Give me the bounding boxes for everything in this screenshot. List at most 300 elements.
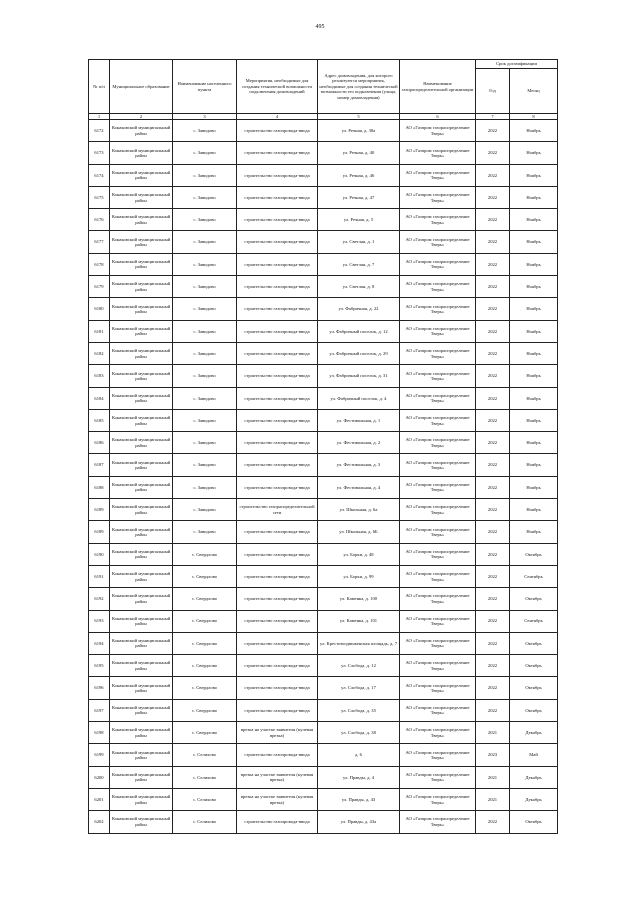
- organization-cell: АО «Газпром газораспределение Тверь»: [400, 543, 476, 565]
- month-cell: Декабрь: [510, 766, 558, 788]
- address-cell: ул. Фестивальная, д. 1: [318, 409, 400, 431]
- organization-cell: АО «Газпром газораспределение Тверь»: [400, 186, 476, 208]
- municipality-cell: Конаковский муниципальный район: [110, 610, 173, 632]
- year-cell: 2022: [476, 699, 510, 721]
- settlement-cell: с. Свердлово: [173, 588, 237, 610]
- month-cell: Октябрь: [510, 699, 558, 721]
- header-address: Адрес домовладения, для которого реализуются мероприятия, необходимые для создания технической возможности его подключения (улица, номер домовладения): [318, 60, 400, 114]
- table-row: [89, 655, 558, 677]
- row-number: 6200: [89, 766, 110, 788]
- settlement-cell: с. Селихово: [173, 766, 237, 788]
- organization-cell: АО «Газпром газораспределение Тверь»: [400, 699, 476, 721]
- settlement-cell: с. Завидово: [173, 409, 237, 431]
- year-cell: 2022: [476, 320, 510, 342]
- municipality-cell: Конаковский муниципальный район: [110, 565, 173, 587]
- organization-cell: АО «Газпром газораспределение Тверь»: [400, 655, 476, 677]
- table-row: [89, 298, 558, 320]
- address-cell: ул. Каменка, д. 100: [318, 588, 400, 610]
- address-cell: ул. Борки, д. 99: [318, 565, 400, 587]
- organization-cell: АО «Газпром газораспределение Тверь»: [400, 409, 476, 431]
- address-cell: ул. Речная, д. 46: [318, 164, 400, 186]
- settlement-cell: с. Селихово: [173, 788, 237, 810]
- organization-cell: АО «Газпром газораспределение Тверь»: [400, 231, 476, 253]
- organization-cell: АО «Газпром газораспределение Тверь»: [400, 276, 476, 298]
- settlement-cell: с. Свердлово: [173, 655, 237, 677]
- table-row: [89, 209, 558, 231]
- table-row: [89, 320, 558, 342]
- row-number: 6175: [89, 186, 110, 208]
- settlement-cell: с. Свердлово: [173, 632, 237, 654]
- month-cell: Декабрь: [510, 722, 558, 744]
- organization-cell: АО «Газпром газораспределение Тверь»: [400, 320, 476, 342]
- table-row: [89, 253, 558, 275]
- organization-cell: АО «Газпром газораспределение Тверь»: [400, 298, 476, 320]
- year-cell: 2021: [476, 722, 510, 744]
- settlement-cell: с. Завидово: [173, 320, 237, 342]
- organization-cell: АО «Газпром газораспределение Тверь»: [400, 476, 476, 498]
- year-cell: 2022: [476, 387, 510, 409]
- address-cell: ул. Светлая, д. 8: [318, 276, 400, 298]
- address-cell: ул. Слобода, д. 38: [318, 722, 400, 744]
- gasification-table: [88, 59, 558, 834]
- activity-cell: строительство газопровода-ввода: [237, 521, 318, 543]
- year-cell: 2023: [476, 744, 510, 766]
- settlement-cell: с. Завидово: [173, 209, 237, 231]
- row-number: 6202: [89, 811, 110, 833]
- activity-cell: строительство газопровода-ввода: [237, 588, 318, 610]
- row-number: 6187: [89, 454, 110, 476]
- organization-cell: АО «Газпром газораспределение Тверь»: [400, 588, 476, 610]
- settlement-cell: с. Завидово: [173, 499, 237, 521]
- settlement-cell: с. Свердлово: [173, 677, 237, 699]
- municipality-cell: Конаковский муниципальный район: [110, 632, 173, 654]
- municipality-cell: Конаковский муниципальный район: [110, 365, 173, 387]
- month-cell: Ноябрь: [510, 365, 558, 387]
- row-number: 6182: [89, 342, 110, 364]
- address-cell: ул. Речная, д. 38а: [318, 120, 400, 142]
- organization-cell: АО «Газпром газораспределение Тверь»: [400, 811, 476, 833]
- municipality-cell: Конаковский муниципальный район: [110, 209, 173, 231]
- activity-cell: строительство газопровода-ввода: [237, 298, 318, 320]
- municipality-cell: Конаковский муниципальный район: [110, 744, 173, 766]
- address-cell: ул. Каменка, д. 101: [318, 610, 400, 632]
- activity-cell: строительство газопровода-ввода: [237, 543, 318, 565]
- organization-cell: АО «Газпром газораспределение Тверь»: [400, 432, 476, 454]
- year-cell: 2022: [476, 677, 510, 699]
- year-cell: 2021: [476, 766, 510, 788]
- settlement-cell: с. Свердлово: [173, 565, 237, 587]
- row-number: 6186: [89, 432, 110, 454]
- settlement-cell: с. Завидово: [173, 454, 237, 476]
- municipality-cell: Конаковский муниципальный район: [110, 454, 173, 476]
- address-cell: ул. Светлая, д. 7: [318, 253, 400, 275]
- month-cell: Ноябрь: [510, 276, 558, 298]
- settlement-cell: с. Завидово: [173, 342, 237, 364]
- settlement-cell: с. Свердлово: [173, 543, 237, 565]
- year-cell: 2022: [476, 454, 510, 476]
- settlement-cell: с. Селихово: [173, 811, 237, 833]
- table-row: [89, 164, 558, 186]
- settlement-cell: с. Завидово: [173, 276, 237, 298]
- table-row: [89, 744, 558, 766]
- column-number: 4: [237, 114, 318, 120]
- row-number: 6194: [89, 632, 110, 654]
- month-cell: Ноябрь: [510, 120, 558, 142]
- municipality-cell: Конаковский муниципальный район: [110, 699, 173, 721]
- settlement-cell: с. Свердлово: [173, 610, 237, 632]
- municipality-cell: Конаковский муниципальный район: [110, 588, 173, 610]
- month-cell: Сентябрь: [510, 565, 558, 587]
- table-row: [89, 142, 558, 164]
- table-row: [89, 476, 558, 498]
- municipality-cell: Конаковский муниципальный район: [110, 387, 173, 409]
- row-number: 6192: [89, 588, 110, 610]
- row-number: 6190: [89, 543, 110, 565]
- activity-cell: строительство газопровода-ввода: [237, 744, 318, 766]
- row-number: 6201: [89, 788, 110, 810]
- address-cell: ул. Фабричный поселок, д. 31: [318, 365, 400, 387]
- row-number: 6184: [89, 387, 110, 409]
- year-cell: 2022: [476, 655, 510, 677]
- activity-cell: строительство газопровода-ввода: [237, 164, 318, 186]
- address-cell: ул. Светлая, д. 1: [318, 231, 400, 253]
- year-cell: 2022: [476, 298, 510, 320]
- month-cell: Ноябрь: [510, 499, 558, 521]
- month-cell: Ноябрь: [510, 253, 558, 275]
- header-activity: Мероприятия, необходимые для создания технической возможности подключения домовладений: [237, 60, 318, 114]
- settlement-cell: с. Завидово: [173, 432, 237, 454]
- header-settlement: Наименование населенного пункта: [173, 60, 237, 114]
- table-row: [89, 565, 558, 587]
- municipality-cell: Конаковский муниципальный район: [110, 342, 173, 364]
- activity-cell: строительство газопровода-ввода: [237, 342, 318, 364]
- header-municipality: Муниципальное образование: [110, 60, 173, 114]
- municipality-cell: Конаковский муниципальный район: [110, 476, 173, 498]
- address-cell: ул. Школьная, д. 6Б: [318, 521, 400, 543]
- year-cell: 2022: [476, 186, 510, 208]
- table-row: [89, 766, 558, 788]
- address-cell: ул. Фабричный поселок, д. 4: [318, 387, 400, 409]
- row-number: 6178: [89, 253, 110, 275]
- month-cell: Ноябрь: [510, 186, 558, 208]
- month-cell: Декабрь: [510, 788, 558, 810]
- organization-cell: АО «Газпром газораспределение Тверь»: [400, 677, 476, 699]
- month-cell: Октябрь: [510, 677, 558, 699]
- organization-cell: АО «Газпром газораспределение Тверь»: [400, 499, 476, 521]
- month-cell: Ноябрь: [510, 164, 558, 186]
- year-cell: 2022: [476, 432, 510, 454]
- settlement-cell: с. Завидово: [173, 253, 237, 275]
- settlement-cell: с. Завидово: [173, 521, 237, 543]
- address-cell: ул. Слобода, д. 17: [318, 677, 400, 699]
- address-cell: ул. Речная, д. 5: [318, 209, 400, 231]
- activity-cell: строительство газопровода-ввода: [237, 142, 318, 164]
- month-cell: Ноябрь: [510, 476, 558, 498]
- activity-cell: строительство газопровода-ввода: [237, 699, 318, 721]
- year-cell: 2022: [476, 565, 510, 587]
- table-row: [89, 811, 558, 833]
- year-cell: 2022: [476, 811, 510, 833]
- address-cell: ул. Речная, д. 40: [318, 142, 400, 164]
- row-number: 6176: [89, 209, 110, 231]
- month-cell: Ноябрь: [510, 209, 558, 231]
- municipality-cell: Конаковский муниципальный район: [110, 432, 173, 454]
- address-cell: ул. Фестивальная, д. 3: [318, 454, 400, 476]
- municipality-cell: Конаковский муниципальный район: [110, 722, 173, 744]
- address-cell: ул. Фестивальная, д. 4: [318, 476, 400, 498]
- page-number: 495: [315, 24, 325, 30]
- activity-cell: строительство газопровода-ввода: [237, 365, 318, 387]
- month-cell: Ноябрь: [510, 387, 558, 409]
- activity-cell: строительство газопровода-ввода: [237, 231, 318, 253]
- organization-cell: АО «Газпром газораспределение Тверь»: [400, 521, 476, 543]
- organization-cell: АО «Газпром газораспределение Тверь»: [400, 209, 476, 231]
- table-row: [89, 677, 558, 699]
- row-number: 6199: [89, 744, 110, 766]
- row-number: 6198: [89, 722, 110, 744]
- organization-cell: АО «Газпром газораспределение Тверь»: [400, 253, 476, 275]
- year-cell: 2022: [476, 521, 510, 543]
- year-cell: 2022: [476, 142, 510, 164]
- table-row: [89, 543, 558, 565]
- settlement-cell: с. Завидово: [173, 142, 237, 164]
- row-number: 6185: [89, 409, 110, 431]
- settlement-cell: с. Завидово: [173, 365, 237, 387]
- year-cell: 2022: [476, 253, 510, 275]
- column-number: 7: [476, 114, 510, 120]
- settlement-cell: с. Свердлово: [173, 722, 237, 744]
- table-row: [89, 276, 558, 298]
- activity-cell: строительство газопровода-ввода: [237, 655, 318, 677]
- organization-cell: АО «Газпром газораспределение Тверь»: [400, 766, 476, 788]
- municipality-cell: Конаковский муниципальный район: [110, 499, 173, 521]
- row-number: 6172: [89, 120, 110, 142]
- organization-cell: АО «Газпром газораспределение Тверь»: [400, 744, 476, 766]
- activity-cell: врезка на участке заявителя (нулевая врезка): [237, 722, 318, 744]
- table-row: [89, 409, 558, 431]
- address-cell: ул. Фабричная, д. 22: [318, 298, 400, 320]
- activity-cell: строительство газопровода-ввода: [237, 276, 318, 298]
- municipality-cell: Конаковский муниципальный район: [110, 253, 173, 275]
- year-cell: 2022: [476, 342, 510, 364]
- municipality-cell: Конаковский муниципальный район: [110, 142, 173, 164]
- row-number: 6196: [89, 677, 110, 699]
- activity-cell: строительство газопровода-ввода: [237, 811, 318, 833]
- municipality-cell: Конаковский муниципальный район: [110, 521, 173, 543]
- month-cell: Октябрь: [510, 632, 558, 654]
- settlement-cell: с. Завидово: [173, 186, 237, 208]
- table-row: [89, 632, 558, 654]
- address-cell: ул. Слобода, д. 12: [318, 655, 400, 677]
- table-row: [89, 521, 558, 543]
- activity-cell: строительство газопровода-ввода: [237, 476, 318, 498]
- municipality-cell: Конаковский муниципальный район: [110, 186, 173, 208]
- table-row: [89, 387, 558, 409]
- activity-cell: врезка на участке заявителя (нулевая врезка): [237, 766, 318, 788]
- row-number: 6174: [89, 164, 110, 186]
- settlement-cell: с. Завидово: [173, 120, 237, 142]
- address-cell: ул. Правды, д. 4: [318, 766, 400, 788]
- year-cell: 2022: [476, 632, 510, 654]
- year-cell: 2022: [476, 476, 510, 498]
- municipality-cell: Конаковский муниципальный район: [110, 164, 173, 186]
- address-cell: ул. Речная, д. 47: [318, 186, 400, 208]
- address-cell: ул. Фабричный поселок, д. 12: [318, 320, 400, 342]
- activity-cell: строительство газопровода-ввода: [237, 120, 318, 142]
- table-row: [89, 432, 558, 454]
- table-row: [89, 120, 558, 142]
- municipality-cell: Конаковский муниципальный район: [110, 298, 173, 320]
- organization-cell: АО «Газпром газораспределение Тверь»: [400, 632, 476, 654]
- header-org: Наименование газораспределительной организации: [400, 60, 476, 114]
- month-cell: Ноябрь: [510, 521, 558, 543]
- organization-cell: АО «Газпром газораспределение Тверь»: [400, 722, 476, 744]
- municipality-cell: Конаковский муниципальный район: [110, 320, 173, 342]
- settlement-cell: с. Завидово: [173, 231, 237, 253]
- organization-cell: АО «Газпром газораспределение Тверь»: [400, 454, 476, 476]
- row-number: 6195: [89, 655, 110, 677]
- settlement-cell: с. Завидово: [173, 164, 237, 186]
- municipality-cell: Конаковский муниципальный район: [110, 788, 173, 810]
- activity-cell: строительство газопровода-ввода: [237, 454, 318, 476]
- row-number: 6188: [89, 476, 110, 498]
- municipality-cell: Конаковский муниципальный район: [110, 677, 173, 699]
- year-cell: 2022: [476, 543, 510, 565]
- year-cell: 2022: [476, 209, 510, 231]
- activity-cell: строительство газопровода-ввода: [237, 632, 318, 654]
- year-cell: 2022: [476, 409, 510, 431]
- row-number: 6183: [89, 365, 110, 387]
- month-cell: Ноябрь: [510, 432, 558, 454]
- header-num: № п/п: [89, 60, 110, 114]
- year-cell: 2022: [476, 365, 510, 387]
- municipality-cell: Конаковский муниципальный район: [110, 811, 173, 833]
- activity-cell: строительство газопровода-ввода: [237, 432, 318, 454]
- municipality-cell: Конаковский муниципальный район: [110, 120, 173, 142]
- organization-cell: АО «Газпром газораспределение Тверь»: [400, 610, 476, 632]
- month-cell: Октябрь: [510, 543, 558, 565]
- address-cell: д. 6: [318, 744, 400, 766]
- month-cell: Ноябрь: [510, 142, 558, 164]
- month-cell: Октябрь: [510, 655, 558, 677]
- year-cell: 2022: [476, 610, 510, 632]
- header-row-top: [89, 60, 558, 69]
- table-row: [89, 610, 558, 632]
- address-cell: ул. Фабричный поселок, д. 29: [318, 342, 400, 364]
- column-number: 6: [400, 114, 476, 120]
- row-number: 6191: [89, 565, 110, 587]
- year-cell: 2022: [476, 588, 510, 610]
- municipality-cell: Конаковский муниципальный район: [110, 655, 173, 677]
- table-body: [89, 120, 558, 834]
- table-row: [89, 588, 558, 610]
- column-number: 5: [318, 114, 400, 120]
- month-cell: Май: [510, 744, 558, 766]
- row-number: 6180: [89, 298, 110, 320]
- month-cell: Ноябрь: [510, 342, 558, 364]
- column-number: 3: [173, 114, 237, 120]
- activity-cell: строительство газопровода-ввода: [237, 610, 318, 632]
- row-number: 6193: [89, 610, 110, 632]
- address-cell: ул. Правды, д. 43а: [318, 811, 400, 833]
- settlement-cell: с. Селихово: [173, 744, 237, 766]
- organization-cell: АО «Газпром газораспределение Тверь»: [400, 142, 476, 164]
- year-cell: 2022: [476, 276, 510, 298]
- header-month: Месяц: [510, 69, 558, 114]
- municipality-cell: Конаковский муниципальный район: [110, 543, 173, 565]
- row-number: 6197: [89, 699, 110, 721]
- month-cell: Ноябрь: [510, 409, 558, 431]
- year-cell: 2022: [476, 120, 510, 142]
- organization-cell: АО «Газпром газораспределение Тверь»: [400, 788, 476, 810]
- table-row: [89, 454, 558, 476]
- column-number: 1: [89, 114, 110, 120]
- month-cell: Ноябрь: [510, 231, 558, 253]
- address-cell: ул. Школьная, д. 6а: [318, 499, 400, 521]
- row-number: 6189: [89, 499, 110, 521]
- settlement-cell: с. Завидово: [173, 298, 237, 320]
- month-cell: Сентябрь: [510, 610, 558, 632]
- settlement-cell: с. Свердлово: [173, 699, 237, 721]
- month-cell: Октябрь: [510, 588, 558, 610]
- column-number: 2: [110, 114, 173, 120]
- activity-cell: строительство газопровода-ввода: [237, 677, 318, 699]
- month-cell: Октябрь: [510, 811, 558, 833]
- row-number: 6177: [89, 231, 110, 253]
- municipality-cell: Конаковский муниципальный район: [110, 276, 173, 298]
- address-cell: ул. Борки, д. 48: [318, 543, 400, 565]
- activity-cell: строительство газопровода-ввода: [237, 186, 318, 208]
- activity-cell: строительство газопровода-ввода: [237, 409, 318, 431]
- municipality-cell: Конаковский муниципальный район: [110, 231, 173, 253]
- organization-cell: АО «Газпром газораспределение Тверь»: [400, 365, 476, 387]
- table-row: [89, 788, 558, 810]
- table-row: [89, 186, 558, 208]
- organization-cell: АО «Газпром газораспределение Тверь»: [400, 565, 476, 587]
- table-row: [89, 231, 558, 253]
- settlement-cell: с. Завидово: [173, 387, 237, 409]
- row-number: 6179: [89, 276, 110, 298]
- year-cell: 2022: [476, 231, 510, 253]
- organization-cell: АО «Газпром газораспределение Тверь»: [400, 164, 476, 186]
- column-number: 8: [510, 114, 558, 120]
- table-row: [89, 699, 558, 721]
- address-cell: ул. Слобода, д. 35: [318, 699, 400, 721]
- address-cell: ул. Фестивальная, д. 2: [318, 432, 400, 454]
- year-cell: 2022: [476, 164, 510, 186]
- table-row: [89, 342, 558, 364]
- address-cell: ул. Крестовоздвиженская площадь, д. 7: [318, 632, 400, 654]
- activity-cell: строительство газопровода-ввода: [237, 565, 318, 587]
- row-number: 6189: [89, 521, 110, 543]
- row-number: 6181: [89, 320, 110, 342]
- table-row: [89, 365, 558, 387]
- header-deadline: Срок догазификации: [476, 60, 558, 69]
- address-cell: ул. Правды, д. 43: [318, 788, 400, 810]
- activity-cell: строительство газораспределительной сети: [237, 499, 318, 521]
- month-cell: Ноябрь: [510, 298, 558, 320]
- header-year: Год: [476, 69, 510, 114]
- municipality-cell: Конаковский муниципальный район: [110, 409, 173, 431]
- row-number: 6173: [89, 142, 110, 164]
- activity-cell: строительство газопровода-ввода: [237, 387, 318, 409]
- municipality-cell: Конаковский муниципальный район: [110, 766, 173, 788]
- organization-cell: АО «Газпром газораспределение Тверь»: [400, 120, 476, 142]
- organization-cell: АО «Газпром газораспределение Тверь»: [400, 342, 476, 364]
- organization-cell: АО «Газпром газораспределение Тверь»: [400, 387, 476, 409]
- activity-cell: строительство газопровода-ввода: [237, 320, 318, 342]
- activity-cell: врезка на участке заявителя (нулевая врезка): [237, 788, 318, 810]
